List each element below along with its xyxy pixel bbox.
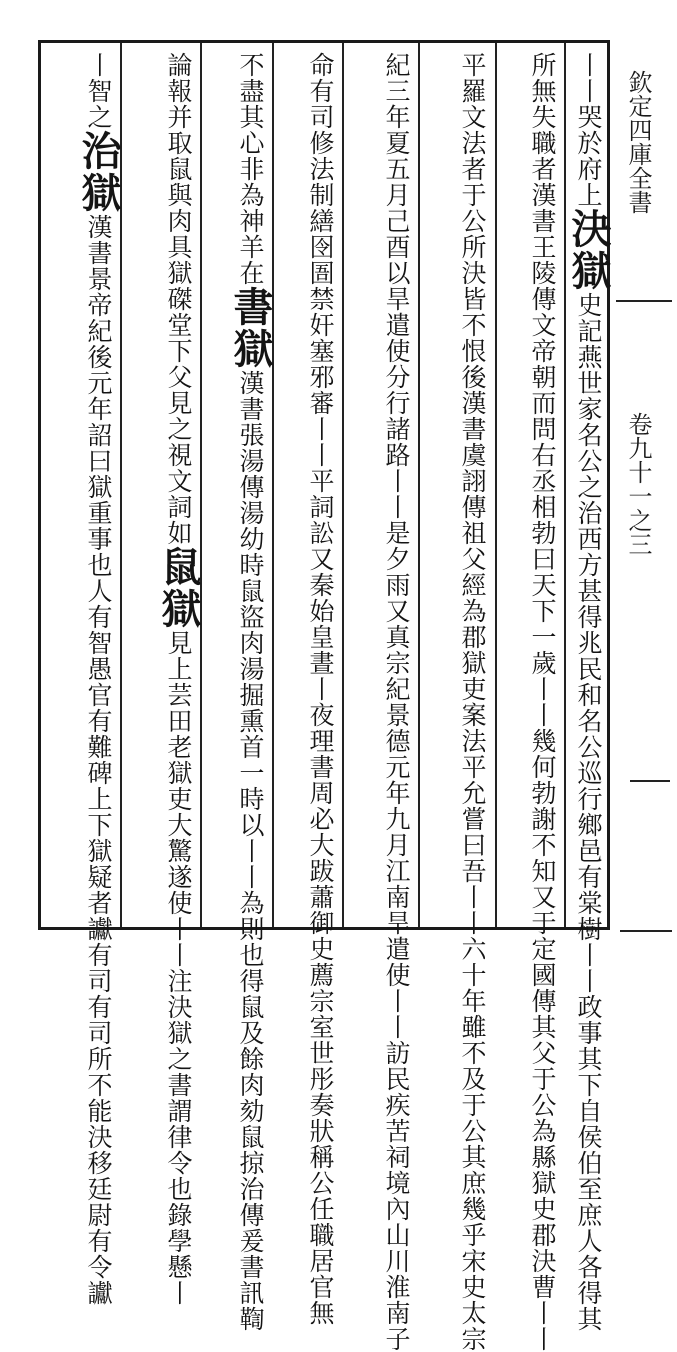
column-rule <box>342 43 344 927</box>
column-rule <box>272 43 274 927</box>
text-column-5 <box>276 52 340 1326</box>
column-text: 平羅文法者于公所決皆不恨後漢書虞詡傳祖父經為郡獄吏案法平允嘗曰吾丨丨六十年雖不及于公其庶幾乎宋史太宗 <box>458 52 487 1352</box>
column-text: 紀三年夏五月己酉以旱遣使分行諸路丨丨是夕雨又真宗紀景德元年九月江南旱遣使丨丨訪民疾苦祠境內山川淮南子 <box>382 52 411 1352</box>
column-rule <box>200 43 202 927</box>
column-text: 論報并取鼠與肉具獄磔堂下父見之視文詞如 <box>164 52 193 546</box>
column-text: 丨丨哭於府上 <box>574 52 603 208</box>
volume-label: 卷九十一之三 <box>624 412 652 556</box>
column-text: 丨智之 <box>84 52 113 130</box>
text-column-3 <box>422 52 492 1352</box>
text-column-4 <box>346 52 416 1352</box>
entry-heading: 決獄 <box>565 208 612 292</box>
entry-heading: 鼠獄 <box>155 546 202 630</box>
text-column-6 <box>204 52 274 1332</box>
column-text: 所無失職者漢書王陵傳文帝朝而問右丞相勃曰天下一歲丨丨幾何勃謝不知又于定國傳其父于公為縣獄史郡決曹丨丨 <box>528 52 557 1352</box>
column-text: 史記燕世家名公之治西方甚得兆民和名公巡行鄉邑有棠樹丨丨政事其下自侯伯至庶人各得其 <box>574 292 603 1332</box>
column-rule <box>495 43 497 927</box>
column-text: 漢書張湯傳湯幼時鼠盜肉湯掘熏首一時以丨丨為則也得鼠及餘肉劾鼠掠治傳爰書訊鞫 <box>236 370 265 1332</box>
text-column-2 <box>500 52 562 1352</box>
column-text: 漢書景帝紀後元年詔曰獄重事也人有智愚官有難碑上下獄疑者讞有司有司所不能決移廷尉有令讞 <box>84 214 113 1306</box>
column-text: 見上芸田老獄吏大驚遂使丨丨注決獄之書謂律令也錄學懸丨 <box>164 630 193 1306</box>
column-rule <box>418 43 420 927</box>
entry-heading: 書獄 <box>227 286 274 370</box>
entry-heading: 治獄 <box>75 130 122 214</box>
margin-tick <box>616 300 672 302</box>
margin-tick <box>630 780 670 782</box>
column-text: 命有司修法制繕囹圄禁奸塞邪審丨丨平詞訟又秦始皇晝丨夜理書周必大跋蕭御史薦宗室世彤奏狀稱公任職居官無 <box>306 52 335 1326</box>
text-column-8 <box>44 52 122 1306</box>
book-title: 欽定四庫全書 <box>624 70 652 214</box>
text-column-7 <box>124 52 202 1306</box>
margin-tick <box>620 930 672 932</box>
column-text: 不盡其心非為神羊在 <box>236 52 265 286</box>
text-column-1 <box>565 52 612 1332</box>
